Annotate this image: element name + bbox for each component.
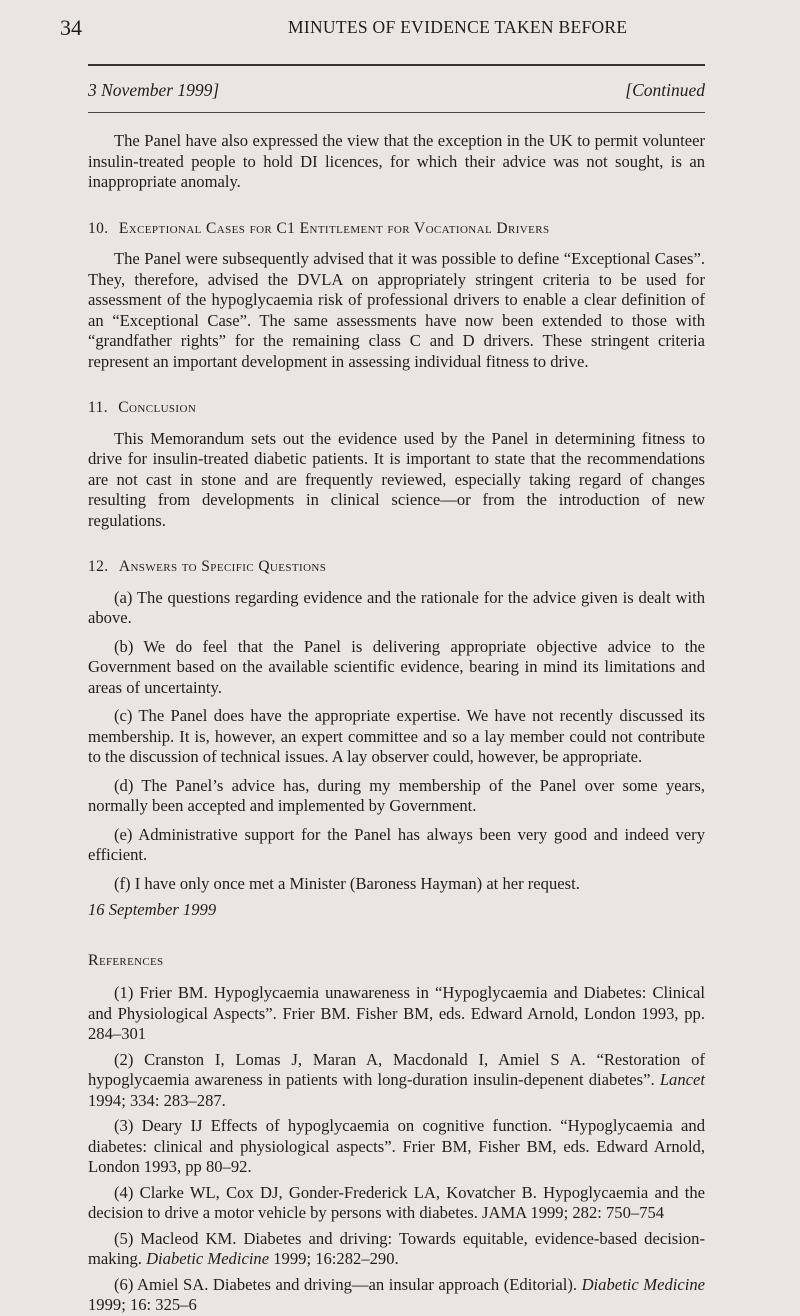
section-title: Conclusion — [118, 399, 197, 416]
reference-item: (3) Deary IJ Effects of hypoglycaemia on cognitive function. “Hypoglycaemia and diabetes: clinical and physiological aspects”. Frier BM, Fisher BM, eds. Edward Arnold, London 1993, pp 80–92. — [88, 1116, 705, 1176]
answer-item: (a) The questions regarding evidence and the rationale for the advice given is dealt with above. — [88, 587, 705, 627]
answer-item: (b) We do feel that the Panel is delivering appropriate objective advice to the Government based on the available scientific evidence, bearing in mind its limitations and areas of uncertainty. — [88, 636, 705, 697]
reference-item: (6) Amiel SA. Diabetes and driving—an insular approach (Editorial). Diabetic Medicine 1999; 16: 325–6 — [88, 1274, 705, 1314]
section-number: 12. — [88, 558, 109, 575]
section-11-heading — [88, 398, 705, 419]
section-title: Exceptional Cases for C1 Entitlement for Vocational Drivers — [118, 219, 550, 237]
section-10-paragraph: The Panel were subsequently advised that it was possible to define “Exceptional Cases”. They, therefore, advised the DVLA on appropriately stringent criteria to be used for assessment of the hypoglycaemia risk of professional drivers to enable a clear definition of an “Exceptional Case”. The same assessments have now been extended to those with “grandfather rights” for the remaining class C and D drivers. These stringent criteria represent an important development in assessing individual fitness to drive. — [88, 249, 705, 371]
references-heading: References — [88, 951, 164, 969]
section-number: 11. — [88, 399, 108, 416]
page-number: 34 — [60, 15, 82, 40]
continued-label: [Continued — [625, 80, 705, 100]
signed-date: 16 September 1999 — [88, 900, 217, 919]
reference-item: (2) Cranston I, Lomas J, Maran A, Macdonald I, Amiel S A. “Restoration of hypoglycaemia awareness in patients with long-duration insulin-depenent diabetes”. Lancet 1994; 334: 283–287. — [88, 1049, 705, 1110]
section-11-paragraph: This Memorandum sets out the evidence used by the Panel in determining fitness to drive for insulin-treated diabetic patients. It is important to state that the recommendations are not cast in stone and are frequently reviewed, especially taking regard of changes resulting from developments in clinical science—or from the introduction of new regulations. — [88, 428, 705, 530]
answer-item: (e) Administrative support for the Panel has always been very good and indeed very efficient. — [88, 824, 705, 864]
running-header — [60, 15, 740, 41]
reference-item: (5) Macleod KM. Diabetes and driving: Towards equitable, evidence-based decision-making. Diabetic Medicine 1999; 16:282–290. — [88, 1228, 705, 1268]
answer-item: (c) The Panel does have the appropriate expertise. We have not recently discussed its membership. It is, however, an expert committee and so a lay member could not contribute to the discussion of technical issues. A lay observer could, however, be appropriate. — [88, 706, 705, 766]
answer-item: (f) I have only once met a Minister (Baroness Hayman) at her request. — [114, 873, 580, 893]
intro-paragraph: The Panel have also expressed the view that the exception in the UK to permit volunteer insulin-treated people to hold DI licences, for which their advice was not sought, is an inappropriate anomaly. — [88, 131, 705, 191]
header-rule-top — [88, 64, 705, 66]
reference-item: (1) Frier BM. Hypoglycaemia unawareness in “Hypoglycaemia and Diabetes: Clinical and Physiological Aspects”. Frier BM. Fisher BM, eds. Edward Arnold, London 1993, pp. 284–301 — [88, 983, 705, 1043]
answer-item: (d) The Panel’s advice has, during my membership of the Panel over some years, normally been accepted and implemented by Government. — [88, 775, 705, 815]
section-number: 10. — [88, 219, 109, 237]
reference-item: (4) Clarke WL, Cox DJ, Gonder-Frederick LA, Kovatcher B. Hypoglycaemia and the decision to drive a motor vehicle by persons with diabetes. JAMA 1999; 282: 750–754 — [88, 1182, 705, 1222]
date-row — [88, 80, 705, 104]
section-title: Answers to Specific Questions — [118, 558, 327, 575]
running-title: MINUTES OF EVIDENCE TAKEN BEFORE — [288, 17, 628, 37]
header-rule-bottom — [88, 112, 705, 113]
body-text — [88, 131, 705, 1316]
section-10-heading — [88, 219, 705, 240]
section-12-heading — [88, 557, 705, 578]
session-date: 3 November 1999] — [88, 80, 220, 100]
